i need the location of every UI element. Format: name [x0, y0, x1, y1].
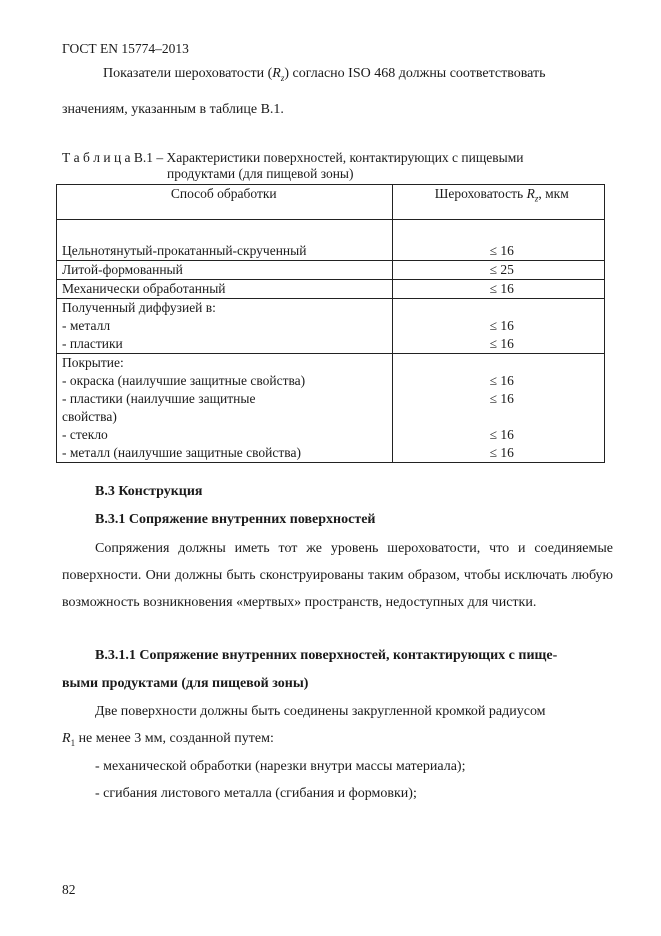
table-header-row: [56, 185, 605, 220]
table-row: - пластики (наилучшие защитные ≤ 16: [56, 390, 605, 408]
table-row: - стекло ≤ 16: [56, 426, 605, 444]
list-item: - сгибания листового металла (сгибания и формовки);: [95, 786, 417, 801]
intro-line-1: Показатели шероховатости $(R_z)$ согласно ISO 468 должны соответствовать: [103, 66, 546, 83]
paragraph-b31: Сопряжения должны иметь тот же уровень шероховатости, что и соединяемые поверхности. Они должны быть сконструированы таким образом, чтобы исключать любую возможность возникновения «мертвых» пространств, недоступных для чистки.: [62, 541, 613, 610]
table-row: - металл ≤ 16: [56, 317, 605, 335]
heading-b3: В.3 Конструкция: [95, 484, 203, 499]
list-item: - механической обработки (нарезки внутри массы материала);: [95, 759, 466, 774]
page-number: 82: [62, 882, 76, 897]
paragraph-b311-line-2: $R_1$ не менее 3 мм, созданной путем:: [62, 731, 274, 748]
table-row: Механически обработанный ≤ 16: [56, 280, 605, 299]
col-header-method: Способ обработки: [56, 185, 392, 220]
table-row: - окраска (наилучшие защитные свойства) ≤ 16: [56, 372, 605, 390]
table-caption-line-2: продуктами (для пищевой зоны): [167, 166, 354, 181]
intro-line-2: значениям, указанным в таблице В.1.: [62, 102, 284, 117]
table-row: Полученный диффузией в:: [56, 299, 605, 318]
document-header: ГОСТ EN 15774–2013: [62, 41, 189, 56]
table-row: - пластики ≤ 16: [56, 335, 605, 354]
roughness-table: [56, 184, 605, 463]
table-row: свойства): [56, 408, 605, 426]
table-caption-line-1: Т а б л и ц а В.1 – Характеристики поверхностей, контактирующих с пищевыми: [62, 150, 524, 165]
col-header-roughness: Шероховатость $R_z$, мкм: [392, 185, 605, 220]
table-row: Цельнотянутый-прокатанный-скрученный ≤ 16: [56, 242, 605, 261]
table-row: Литой-формованный ≤ 25: [56, 261, 605, 280]
heading-b311-line-2: выми продуктами (для пищевой зоны): [62, 676, 309, 691]
heading-b31: В.3.1 Сопряжение внутренних поверхностей: [95, 512, 376, 527]
table-row: Покрытие:: [56, 354, 605, 373]
heading-b311-line-1: В.3.1.1 Сопряжение внутренних поверхностей, контактирующих с пище-: [95, 648, 558, 663]
paragraph-b311-line-1: Две поверхности должны быть соединены закругленной кромкой радиусом: [95, 704, 546, 719]
table-row: - металл (наилучшие защитные свойства) ≤ 16: [56, 444, 605, 463]
table-caption-label: Т а б л и ц а В.1: [62, 150, 154, 165]
